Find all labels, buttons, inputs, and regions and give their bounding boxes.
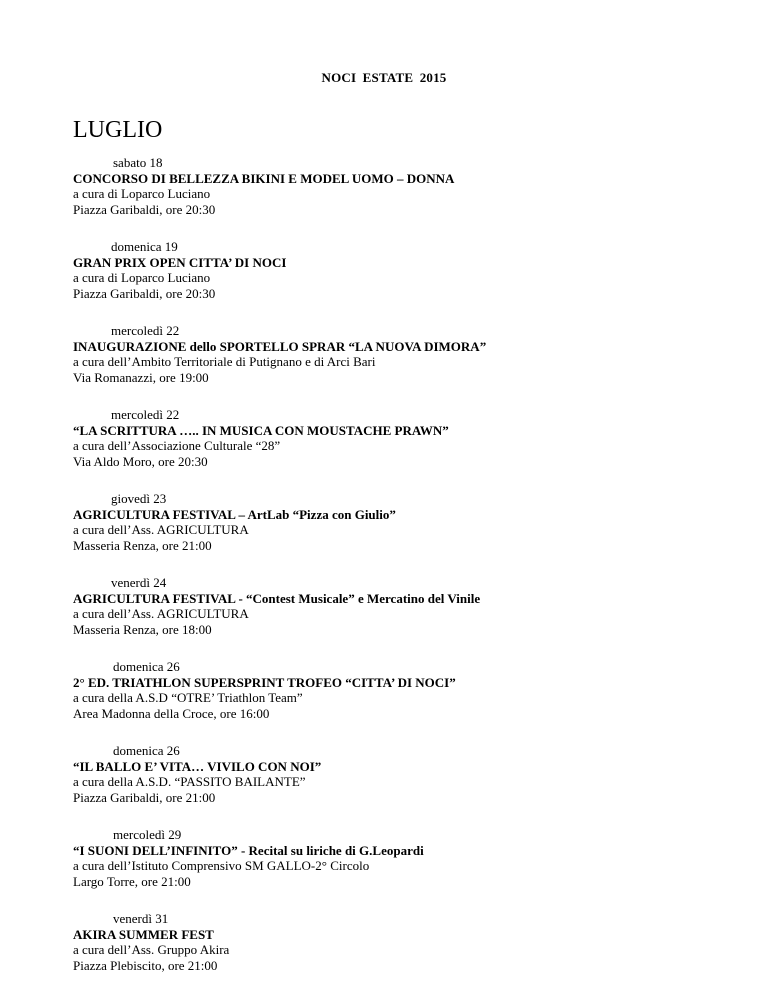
event-day: venerdì 24 xyxy=(111,575,167,590)
event-item xyxy=(73,491,733,553)
event-organizer: a cura dell’Associazione Culturale “28” xyxy=(73,438,281,453)
event-item xyxy=(73,659,733,721)
event-location: Masseria Renza, ore 18:00 xyxy=(73,621,212,637)
event-location: Via Romanazzi, ore 19:00 xyxy=(73,369,209,385)
event-organizer: a cura dell’Ass. AGRICULTURA xyxy=(73,522,249,537)
event-title: 2° ED. TRIATHLON SUPERSPRINT TROFEO “CITTA’ DI NOCI” xyxy=(73,674,456,690)
event-location: Via Aldo Moro, ore 20:30 xyxy=(73,453,208,469)
event-title: AKIRA SUMMER FEST xyxy=(73,926,214,942)
event-day: domenica 19 xyxy=(111,239,178,254)
event-title: GRAN PRIX OPEN CITTA’ DI NOCI xyxy=(73,254,287,270)
event-organizer: a cura dell’Ambito Territoriale di Putignano e di Arci Bari xyxy=(73,354,376,369)
event-item xyxy=(73,911,733,973)
event-location: Masseria Renza, ore 21:00 xyxy=(73,537,212,553)
event-item xyxy=(73,827,733,889)
event-day: domenica 26 xyxy=(113,659,180,674)
event-item xyxy=(73,575,733,637)
event-organizer: a cura della A.S.D. “PASSITO BAILANTE” xyxy=(73,774,306,789)
event-day: mercoledì 22 xyxy=(111,323,180,338)
event-organizer: a cura di Loparco Luciano xyxy=(73,270,211,285)
event-location: Piazza Garibaldi, ore 20:30 xyxy=(73,285,216,301)
event-location: Area Madonna della Croce, ore 16:00 xyxy=(73,705,270,721)
event-organizer: a cura della A.S.D “OTRE’ Triathlon Team” xyxy=(73,690,303,705)
event-item xyxy=(73,407,733,469)
event-title: “I SUONI DELL’INFINITO” - Recital su liriche di G.Leopardi xyxy=(73,842,424,858)
event-item xyxy=(73,239,733,301)
event-title: INAUGURAZIONE dello SPORTELLO SPRAR “LA NUOVA DIMORA” xyxy=(73,338,487,354)
event-list xyxy=(73,155,733,995)
event-item xyxy=(73,323,733,385)
event-location: Largo Torre, ore 21:00 xyxy=(73,873,191,889)
event-title: AGRICULTURA FESTIVAL – ArtLab “Pizza con Giulio” xyxy=(73,506,396,522)
event-title: CONCORSO DI BELLEZZA BIKINI E MODEL UOMO – DONNA xyxy=(73,170,455,186)
event-day: domenica 26 xyxy=(113,743,180,758)
event-day: giovedì 23 xyxy=(111,491,167,506)
event-title: “LA SCRITTURA ….. IN MUSICA CON MOUSTACHE PRAWN” xyxy=(73,422,449,438)
event-title: AGRICULTURA FESTIVAL - “Contest Musicale” e Mercatino del Vinile xyxy=(73,590,481,606)
event-title: “IL BALLO E’ VITA… VIVILO CON NOI” xyxy=(73,758,322,774)
event-day: venerdì 31 xyxy=(113,911,169,926)
event-day: sabato 18 xyxy=(113,155,163,170)
event-item xyxy=(73,743,733,805)
document-title: NOCI ESTATE 2015 xyxy=(321,70,447,85)
event-organizer: a cura dell’Istituto Comprensivo SM GALLO-2° Circolo xyxy=(73,858,370,873)
event-day: mercoledì 22 xyxy=(111,407,180,422)
event-day: mercoledì 29 xyxy=(113,827,182,842)
event-location: Piazza Garibaldi, ore 21:00 xyxy=(73,789,216,805)
event-organizer: a cura di Loparco Luciano xyxy=(73,186,211,201)
event-location: Piazza Plebiscito, ore 21:00 xyxy=(73,957,218,973)
event-organizer: a cura dell’Ass. AGRICULTURA xyxy=(73,606,249,621)
month-heading: LUGLIO xyxy=(73,117,163,143)
event-organizer: a cura dell’Ass. Gruppo Akira xyxy=(73,942,230,957)
event-item xyxy=(73,155,733,217)
event-location: Piazza Garibaldi, ore 20:30 xyxy=(73,201,216,217)
